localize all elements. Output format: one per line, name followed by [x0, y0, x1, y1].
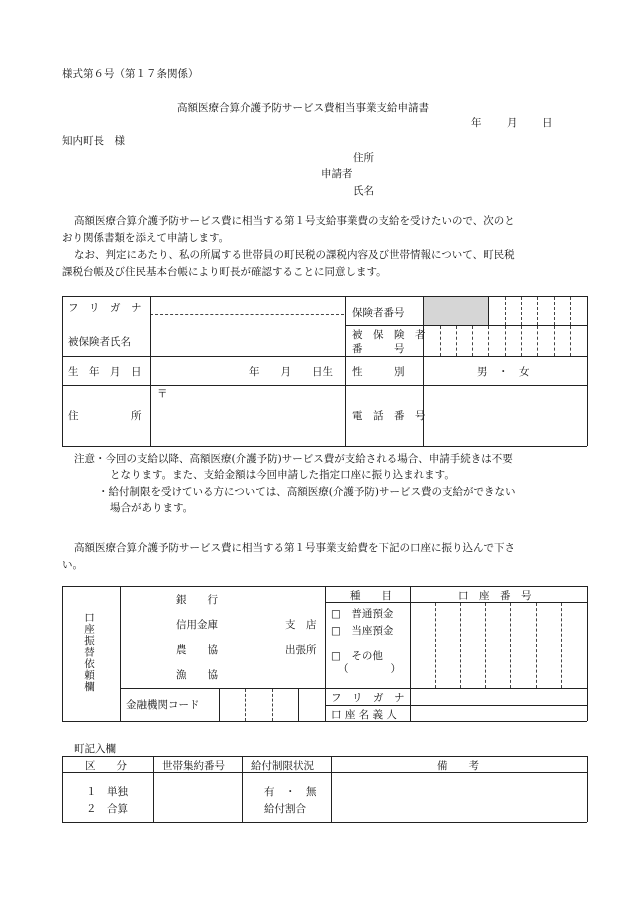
applicant-label: 申請者 [321, 168, 353, 180]
type-ordinary-checkbox[interactable]: □ 普通預金 [331, 608, 394, 620]
transfer-line-1: 高額医療合算介護予防サービス費に相当する第１号事業支給費を下記の口座に振り込んで下さ [74, 542, 515, 554]
institution-fish-coop: 漁 協 [176, 669, 218, 681]
institution-agri-coop: 農 協 [176, 644, 218, 656]
insurer-number-label: 保険者番号 [352, 307, 405, 319]
category-single: １ 単独 [86, 786, 128, 798]
applicant-name-label: 氏名 [353, 185, 374, 197]
address-label: 住 所 [68, 410, 142, 422]
birthdate-fields: 年 月 日生 [249, 366, 333, 378]
sex-label: 性 別 [352, 366, 405, 378]
note-line-2: となります。また、支給金額は今回申請した指定口座に振り込まれます。 [110, 469, 455, 481]
date-day: 日 [542, 117, 553, 129]
sex-options: 男 ・ 女 [477, 366, 530, 378]
insured-name-label: 被保険者氏名 [68, 336, 131, 348]
note-line-4: 場合があります。 [110, 502, 194, 514]
form-number: 様式第６号（第１７条関係） [62, 68, 199, 80]
insured-number-label-1: 被 保 険 者 [352, 329, 426, 341]
institution-bank: 銀 行 [176, 594, 218, 606]
account-number-header: 口 座 番 号 [458, 590, 532, 602]
office-header-restriction: 給付制限状況 [251, 760, 314, 772]
note-line-3: ・給付制限を受けている方については、高額医療(介護予防)サービス費の支給ができない [98, 486, 516, 498]
transfer-line-2: い。 [62, 559, 83, 571]
phone-label: 電 話 番 号 [352, 410, 426, 422]
sub-branch-label: 出張所 [285, 644, 317, 656]
intro-line-2: おり関係書類を添えて申請します。 [62, 232, 230, 244]
office-header-category: 区 分 [85, 760, 127, 772]
insured-number-label-2: 番 号 [352, 343, 405, 355]
type-other-paren: （ ） [338, 663, 401, 675]
bank-side-label: 口座振替依頼欄 [83, 612, 95, 693]
applicant-address-label: 住所 [353, 152, 374, 164]
type-other-checkbox[interactable]: □ その他 [331, 650, 383, 662]
note-line-1: 注意・今回の支給以降、高額医療(介護予防)サービス費が支給される場合、申請手続きは不要 [74, 453, 513, 465]
office-header-household: 世帯集約番号 [162, 760, 225, 772]
institution-credit-union: 信用金庫 [176, 619, 218, 631]
date-year: 年 [471, 117, 482, 129]
branch-label: 支 店 [285, 619, 317, 631]
type-checking-checkbox[interactable]: □ 当座預金 [331, 625, 394, 637]
account-holder-label: 口 座 名 義 人 [331, 709, 397, 721]
intro-line-3: なお、判定にあたり、私の所属する世帯員の町民税の課税内容及び世帯情報について、町民税 [74, 249, 515, 261]
postal-mark: 〒 [157, 388, 168, 400]
holder-furigana-label: フ リ ガ ナ [331, 692, 405, 704]
intro-line-4: 課税台帳及び住民基本台帳により町長が確認することに同意します。 [62, 266, 387, 278]
birthdate-label: 生 年 月 日 [68, 366, 142, 378]
addressee: 知内町長 様 [62, 135, 125, 147]
insurer-number-shaded-cell [424, 297, 488, 325]
intro-line-1: 高額医療合算介護予防サービス費に相当する第１号支給事業費の支給を受けたいので、次のと [74, 215, 515, 227]
type-header: 種 目 [350, 590, 392, 602]
restriction-yes-no: 有 ・ 無 [264, 786, 317, 798]
category-combined: ２ 合算 [86, 803, 128, 815]
date-month: 月 [507, 117, 518, 129]
furigana-label: フ リ ガ ナ [68, 302, 142, 314]
bank-code-label: 金融機関コード [126, 699, 200, 711]
document-title: 高額医療合算介護予防サービス費相当事業支給申請書 [177, 102, 429, 114]
office-use-title: 町記入欄 [74, 743, 116, 755]
benefit-ratio: 給付割合 [264, 803, 306, 815]
office-header-remarks: 備 考 [437, 760, 479, 772]
